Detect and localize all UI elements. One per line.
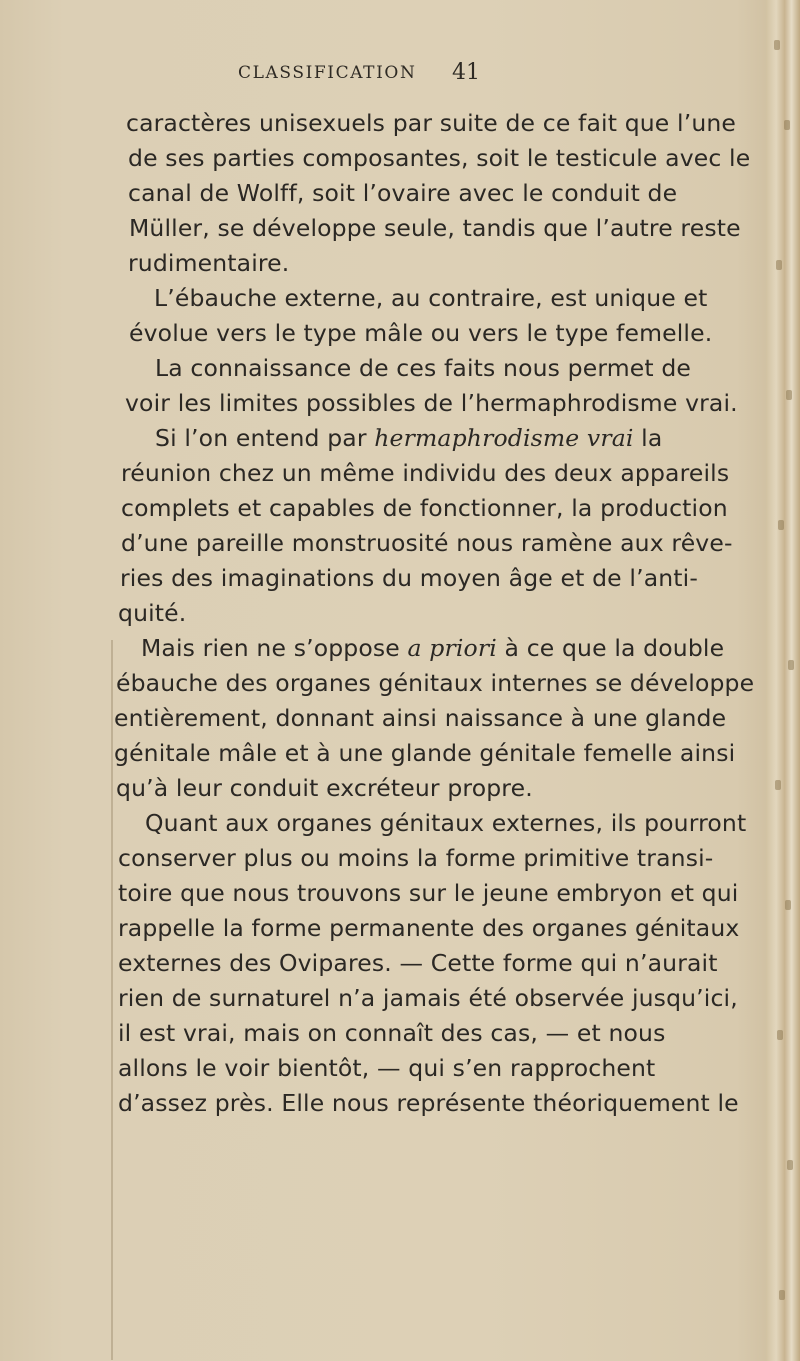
text-line: rudimentaire. xyxy=(128,249,290,277)
text-line: conserver plus ou moins la forme primitive transi- xyxy=(118,844,714,872)
text-line: canal de Wolff, soit l’ovaire avec le conduit de xyxy=(128,179,678,207)
page-number: 41 xyxy=(452,60,480,85)
text-line: quité. xyxy=(118,599,187,627)
text-line: Si l’on entend par hermaphrodisme vrai la xyxy=(155,424,663,452)
text-line: Quant aux organes génitaux externes, ils pourront xyxy=(145,809,747,837)
text-line: ries des imaginations du moyen âge et de l’anti- xyxy=(120,564,698,592)
running-title: CLASSIFICATION xyxy=(238,63,417,83)
text-line: rien de surnaturel n’a jamais été observée jusqu’ici, xyxy=(118,984,738,1012)
text-line: Müller, se développe seule, tandis que l’autre reste xyxy=(129,214,741,242)
text-line: voir les limites possibles de l’hermaphrodisme vrai. xyxy=(125,389,738,417)
page-edge-stack xyxy=(766,0,800,1361)
text-line: il est vrai, mais on connaît des cas, — et nous xyxy=(118,1019,666,1047)
text-line: externes des Ovipares. — Cette forme qui n’aurait xyxy=(118,949,718,977)
text-line: toire que nous trouvons sur le jeune embryon et qui xyxy=(118,879,739,907)
text-line: qu’à leur conduit excréteur propre. xyxy=(116,774,533,802)
text-line: Mais rien ne s’oppose a priori à ce que la double xyxy=(141,634,725,662)
binding-gutter-line xyxy=(111,640,113,1360)
text-line: rappelle la forme permanente des organes génitaux xyxy=(118,914,740,942)
running-head xyxy=(0,60,800,93)
text-line: ébauche des organes génitaux internes se développe xyxy=(116,669,755,697)
text-line: d’une pareille monstruosité nous ramène aux rêve- xyxy=(121,529,733,557)
text-line: L’ébauche externe, au contraire, est unique et xyxy=(154,284,708,312)
text-line: réunion chez un même individu des deux appareils xyxy=(121,459,730,487)
text-line: La connaissance de ces faits nous permet de xyxy=(155,354,692,382)
text-line: entièrement, donnant ainsi naissance à une glande xyxy=(114,704,727,732)
text-line: de ses parties composantes, soit le testicule avec le xyxy=(128,144,751,172)
text-line: caractères unisexuels par suite de ce fait que l’une xyxy=(126,109,737,137)
text-line: d’assez près. Elle nous représente théoriquement le xyxy=(118,1089,739,1117)
text-line: évolue vers le type mâle ou vers le type femelle. xyxy=(129,319,713,347)
text-line: complets et capables de fonctionner, la production xyxy=(121,494,728,522)
text-line: génitale mâle et à une glande génitale femelle ainsi xyxy=(114,739,736,767)
text-line: allons le voir bientôt, — qui s’en rapprochent xyxy=(118,1054,656,1082)
